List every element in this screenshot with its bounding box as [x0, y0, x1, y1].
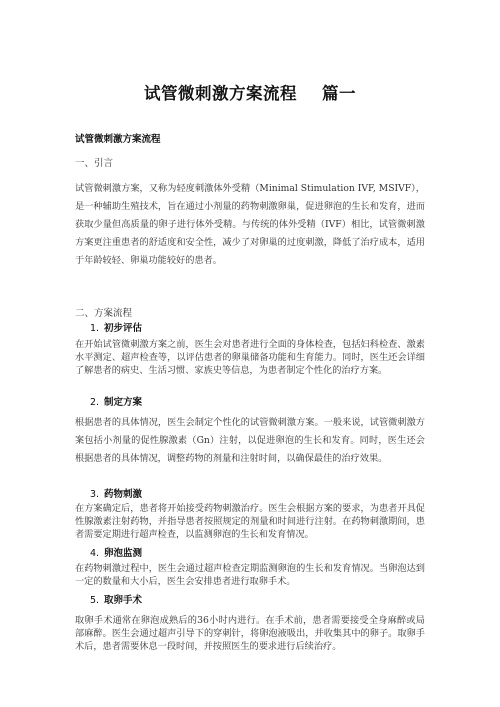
- step-number: 5.: [90, 595, 100, 606]
- step-paragraph: 取卵手术通常在卵泡成熟后的36小时内进行。在手术前，患者需要接受全身麻醉或局部麻醉。医生会通过超声引导下的穿刺针，将卵泡液吸出，并收集其中的卵子。取卵手术后，患者需要休息一段时间，并按照医生的要求进行后续治疗。: [75, 615, 425, 652]
- intro-paragraph: 试管微刺激方案，又称为轻度刺激体外受精（Minimal Stimulation IVF, MSIVF），是一种辅助生殖技术，旨在通过小剂量的药物刺激卵巢，促进卵泡的生长和发育，进而获取少量但高质量的卵子进行体外受精。与传统的体外受精（IVF）相比，试管微刺激方案更注重患者的舒适度和安全性，减少了对卵巢的过度刺激，降低了治疗成本，适用于年龄较轻、卵巢功能较好的患者。: [75, 183, 425, 266]
- step-number: 4.: [90, 548, 100, 559]
- step-title: 初步评估: [104, 323, 143, 334]
- step-heading: [90, 486, 142, 500]
- step-heading: [90, 320, 142, 334]
- step-title: 取卵手术: [104, 595, 143, 606]
- section-heading-intro: 一、引言: [75, 158, 114, 169]
- step-number: 3.: [90, 489, 100, 500]
- step-number: 2.: [90, 397, 100, 408]
- document-subtitle: 试管微刺激方案流程: [75, 134, 161, 145]
- step-title: 药物刺激: [104, 489, 143, 500]
- step-paragraph: 在开始试管微刺激方案之前，医生会对患者进行全面的身体检查，包括妇科检查、激素水平测定、超声检查等，以评估患者的卵巢储备功能和生育能力。同时，医生还会详细了解患者的病史、生活习惯、家族史等信息，为患者制定个性化的治疗方案。: [75, 339, 425, 376]
- step-title: 卵泡监测: [104, 548, 143, 559]
- step-heading: [90, 592, 142, 606]
- step-title: 制定方案: [104, 397, 143, 408]
- step-paragraph: 根据患者的具体情况，医生会制定个性化的试管微刺激方案。一般来说，试管微刺激方案包括小剂量的促性腺激素（Gn）注射，以促进卵泡的生长和发育。同时，医生还会根据患者的具体情况，调整药物的剂量和注射时间，以确保最佳的治疗效果。: [75, 417, 425, 464]
- step-paragraph: 在药物刺激过程中，医生会通过超声检查定期监测卵泡的生长和发育情况。当卵泡达到一定的数量和大小后，医生会安排患者进行取卵手术。: [75, 563, 425, 587]
- step-number: 1.: [90, 323, 100, 334]
- step-heading: [90, 394, 142, 408]
- step-paragraph: 在方案确定后，患者将开始接受药物刺激治疗。医生会根据方案的要求，为患者开具促性腺激素注射药物，并指导患者按照规定的剂量和时间进行注射。在药物刺激期间，患者需要定期进行超声检查，以监测卵泡的生长和发育情况。: [75, 503, 425, 540]
- section-heading-process: 二、方案流程: [75, 308, 133, 319]
- page-title: 试管微刺激方案流程 篇一: [144, 84, 356, 103]
- step-heading: [90, 545, 142, 559]
